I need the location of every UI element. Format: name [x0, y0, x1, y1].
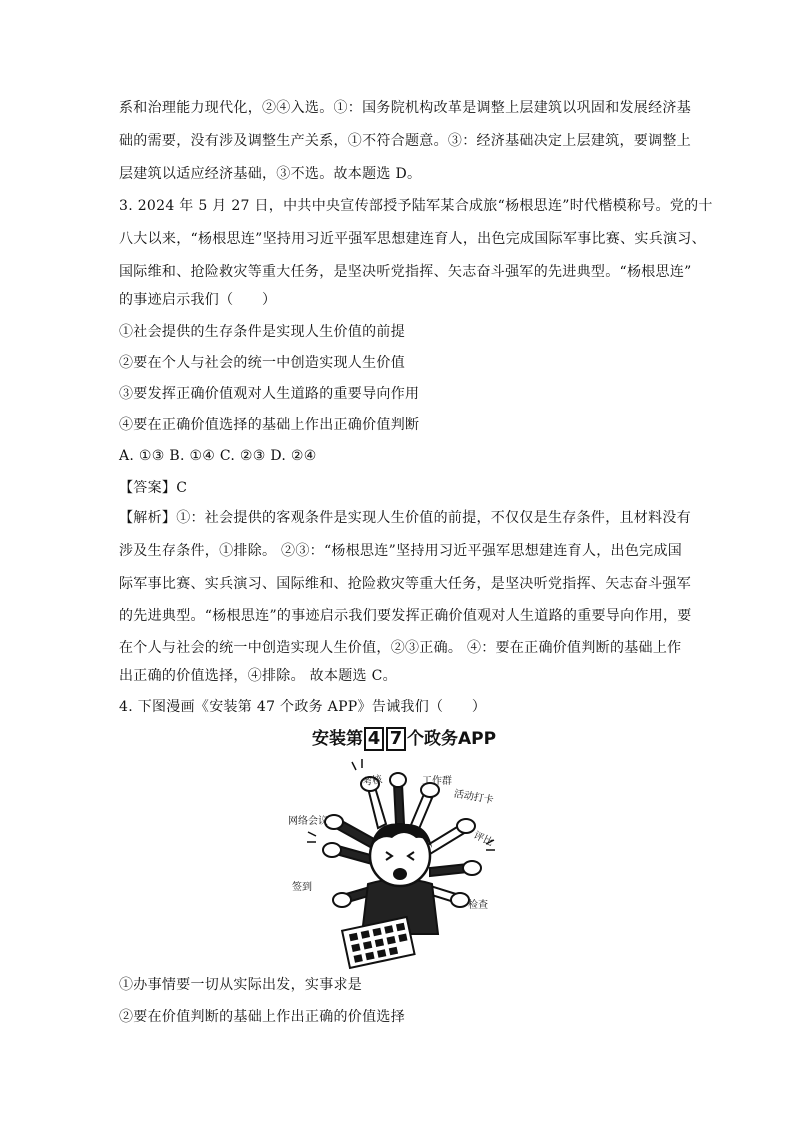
- text-line: 国际维和、抢险救灾等重大任务，是坚决听党指挥、矢志奋斗强军的先进典型。“杨根思连”: [119, 264, 692, 280]
- analysis: 【解析】①：社会提供的客观条件是实现人生价值的前提，不仅仅是生存条件，且材料没有: [119, 510, 691, 526]
- comic-label-gongzuoqun: 工作群: [422, 776, 452, 787]
- text-line: 的事迹启示我们（ ）: [119, 292, 277, 308]
- comic-title-digit: 7: [386, 727, 406, 751]
- hand: [457, 819, 475, 833]
- question-4-stem: 4. 下图漫画《安装第 47 个政务 APP》告诫我们（ ）: [119, 699, 487, 715]
- option-1: ①办事情要一切从实际出发，实事求是: [119, 977, 363, 993]
- comic-label-wangluohuiyi: 网络会议: [288, 816, 328, 827]
- text-line: 八大以来，“杨根思连”坚持用习近平强军思想建连育人，出色完成国际军事比赛、实兵演习、: [119, 231, 706, 247]
- comic-illustration: [276, 724, 518, 970]
- mouth: [393, 868, 407, 880]
- comic-label-huodongdaka: 活动打卡: [453, 788, 495, 807]
- hand: [451, 893, 469, 907]
- hand: [323, 843, 341, 857]
- option-1: ①社会提供的生存条件是实现人生价值的前提: [119, 324, 405, 340]
- question-3-stem: 3. 2024 年 5 月 27 日，中共中央宣传部授予陆军某合成旅“杨根思连”时代楷模称号。党的十: [119, 198, 713, 214]
- text-line: 的先进典型。“杨根思连”的事迹启示我们要发挥正确价值观对人生道路的重要导向作用，要: [119, 608, 692, 624]
- comic-title-suffix: 个政务APP: [407, 729, 497, 749]
- comic-label-qiandao: 签到: [292, 882, 312, 893]
- text-line: 出正确的价值选择，④排除。 故本题选 C。: [119, 668, 397, 684]
- answer: 【答案】C: [119, 480, 188, 496]
- text-line: 在个人与社会的统一中创造实现人生价值，②③正确。 ④：要在正确价值判断的基础上作: [119, 640, 682, 656]
- comic-drawing: [276, 724, 518, 970]
- comic-label-pinglun: 评比: [471, 830, 495, 849]
- comic-label-jiancha: 检查: [468, 900, 488, 911]
- text-line: 际军事比赛、实兵演习、国际维和、抢险救灾等重大任务，是坚决听党指挥、矢志奋斗强军: [119, 576, 691, 592]
- text-line: 涉及生存条件，①排除。 ②③：“杨根思连”坚持用习近平强军思想建连育人，出色完成国: [119, 543, 683, 559]
- text-line: 系和治理能力现代化，②④入选。①：国务院机构改革是调整上层建筑以巩固和发展经济基: [119, 100, 691, 116]
- option-2: ②要在价值判断的基础上作出正确的价值选择: [119, 1009, 405, 1025]
- comic-title-digit: 4: [364, 727, 384, 751]
- hand: [390, 773, 406, 787]
- arm: [394, 784, 404, 824]
- answer-choices: A. ①③ B. ①④ C. ②③ D. ②④: [119, 448, 317, 464]
- option-4: ④要在正确价值选择的基础上作出正确价值判断: [119, 417, 420, 433]
- hand: [333, 893, 351, 907]
- option-2: ②要在个人与社会的统一中创造实现人生价值: [119, 355, 405, 371]
- option-3: ③要发挥正确价值观对人生道路的重要导向作用: [119, 386, 420, 402]
- comic-title-prefix: 安装第: [312, 729, 363, 749]
- hand: [463, 861, 481, 875]
- comic-label-kaohe: 考核: [361, 774, 384, 789]
- keypad: [342, 917, 414, 968]
- text-line: 础的需要，没有涉及调整生产关系，①不符合题意。③：经济基础决定上层建筑，要调整上: [119, 133, 691, 149]
- text-line: 层建筑以适应经济基础，③不选。故本题选 D。: [119, 166, 422, 182]
